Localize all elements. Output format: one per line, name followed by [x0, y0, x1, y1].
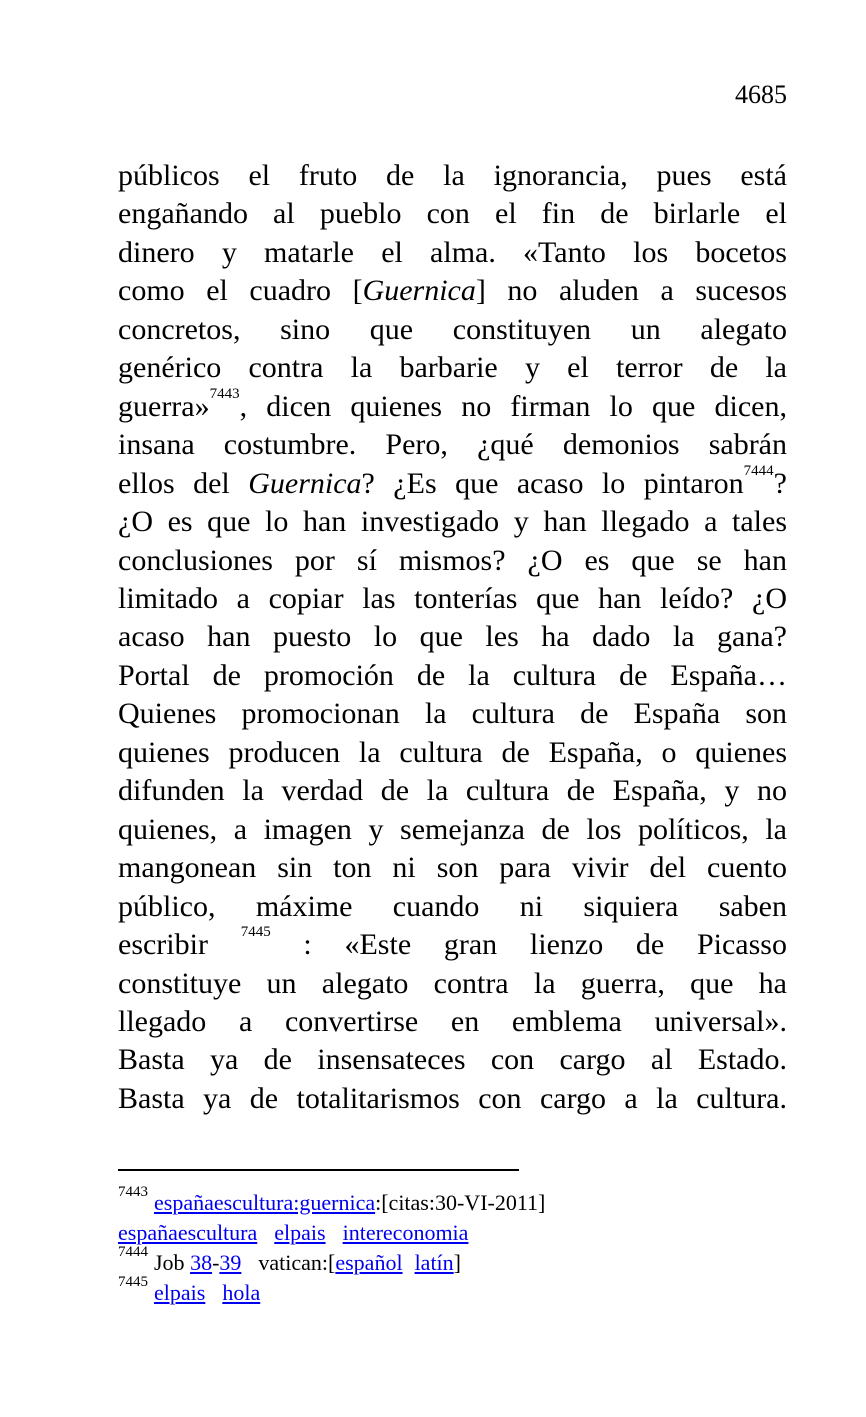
- text-line: dinero y matarle el alma. «Tanto los bocetos: [118, 235, 787, 269]
- footnote-ref-7443[interactable]: 7443: [209, 385, 240, 402]
- text-line: engañando al pueblo con el fin de birlarle el: [118, 197, 787, 231]
- text-line: concretos, sino que constituyen un alegato: [118, 312, 787, 346]
- text-line: insana costumbre. Pero, ¿qué demonios sabrán: [118, 428, 787, 462]
- job-39-link[interactable]: 39: [219, 1250, 242, 1275]
- footnote-dash: -: [212, 1250, 220, 1275]
- job-38-link[interactable]: 38: [190, 1250, 213, 1275]
- text-line: Basta ya de totalitarismos con cargo a la cultura.: [118, 1081, 787, 1115]
- footnote-divider: [118, 1169, 519, 1171]
- footnote-ref-7445[interactable]: 7445: [240, 924, 271, 941]
- text-line: Portal de promoción de la cultura de España…: [118, 658, 787, 692]
- text-line: guerra»$^{7443}$, dicen quienes no firman lo que dicen,: [118, 385, 787, 423]
- footnote-7445: [118, 1274, 818, 1308]
- text-line: genérico contra la barbarie y el terror de la: [118, 351, 787, 385]
- hola-link[interactable]: hola: [222, 1280, 261, 1305]
- text-line: constituye un alegato contra la guerra, que ha: [118, 966, 787, 1000]
- text-line: Quienes promocionan la cultura de España son: [118, 697, 787, 731]
- text-line: quienes, a imagen y semejanza de los políticos, la: [118, 812, 787, 846]
- guernica-italic: Guernica: [362, 274, 476, 308]
- footnote-text: :[citas:30-VI-2011]: [375, 1190, 546, 1215]
- text-line: público, máxime cuando ni siquiera saben: [118, 889, 787, 923]
- footnote-number: 7444: [118, 1244, 148, 1260]
- footnote-7444: [118, 1244, 818, 1278]
- espanaescultura-guernica-link[interactable]: españaescultura:guernica: [154, 1190, 376, 1215]
- espanaescultura-link[interactable]: españaescultura: [118, 1220, 258, 1245]
- footnote-text: vatican:[: [258, 1250, 336, 1275]
- text-line: ellos del Guernica? ¿Es que acaso lo pintaron$^{7444}$?: [118, 462, 787, 500]
- intereconomia-link[interactable]: intereconomia: [342, 1220, 469, 1245]
- footnote-ref-7444[interactable]: 7444: [743, 462, 774, 479]
- text-line: limitado a copiar las tonterías que han leído? ¿O: [118, 581, 787, 615]
- text-line: acaso han puesto lo que les ha dado la gana?: [118, 620, 787, 654]
- footnotes: [118, 1184, 818, 1308]
- footnote-number: 7443: [118, 1184, 148, 1200]
- footnote-7443-links: [118, 1218, 818, 1248]
- text-line: como el cuadro [Guernica] no aluden a sucesos: [118, 274, 787, 308]
- text-line: llegado a convertirse en emblema universal».: [118, 1004, 787, 1038]
- text-line: quienes producen la cultura de España, o quienes: [118, 735, 787, 769]
- text-line: escribir $^{7445}$ : «Este gran lienzo de Picasso: [118, 924, 787, 962]
- elpais-link[interactable]: elpais: [154, 1280, 206, 1305]
- elpais-link[interactable]: elpais: [274, 1220, 326, 1245]
- text-line: públicos el fruto de la ignorancia, pues está: [118, 159, 787, 192]
- text-line: ¿O es que lo han investigado y han llegado a tales: [118, 505, 787, 539]
- footnote-text: ]: [453, 1250, 461, 1275]
- footnote-text: Job: [154, 1250, 191, 1275]
- latin-link[interactable]: latín: [414, 1250, 454, 1275]
- text-line: Basta ya de insensateces con cargo al Estado.: [118, 1043, 787, 1077]
- page-number: 4685: [735, 80, 787, 109]
- espanol-link[interactable]: español: [335, 1250, 403, 1275]
- footnote-number: 7445: [118, 1274, 148, 1290]
- text-line: conclusiones por sí mismos? ¿O es que se han: [118, 543, 787, 577]
- text-line: mangonean sin ton ni son para vivir del cuento: [118, 851, 787, 885]
- text-line: difunden la verdad de la cultura de España, y no: [118, 774, 787, 808]
- body-text: [118, 157, 787, 1118]
- guernica-italic: Guernica: [248, 466, 362, 500]
- footnote-7443: [118, 1184, 818, 1218]
